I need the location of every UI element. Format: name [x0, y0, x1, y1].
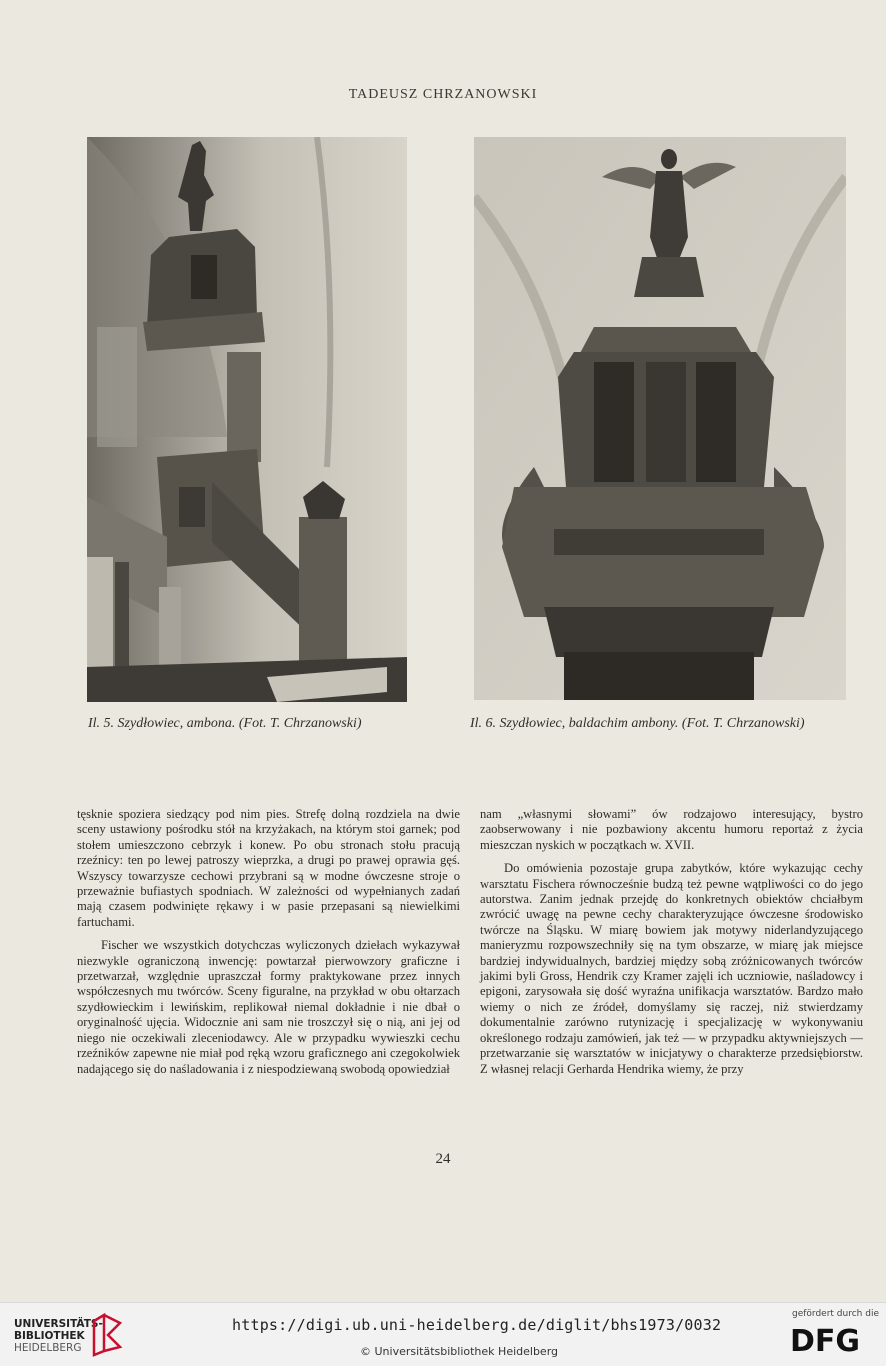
- running-title: TADEUSZ CHRZANOWSKI: [348, 87, 538, 102]
- text-column-right: [480, 807, 863, 1077]
- figure-6-caption: Il. 6. Szydłowiec, baldachim ambony. (Fot. T. Chrzanowski): [470, 716, 805, 731]
- funding-note: gefördert durch die: [792, 1309, 879, 1319]
- page-number: 24: [435, 1151, 451, 1167]
- library-name-line: UNIVERSITÄTS-: [14, 1318, 103, 1330]
- paragraph: Do omówienia pozostaje grupa zabytków, które wykazując cechy warsztatu Fischera równocześnie budzą też pewne wątpliwości co do jego autorstwa. Zanim jednak przejdę do konkretnych obiektów chciałbym zwrócić uwagę na pewne cechy charakteryzujące ówczesne środowisko twórcze na Śląsku. W miarę bowiem jak motywy niderlandyzującego manieryzmu rozpowszechniły się na tym obszarze, w miarę jak miejsce bardziej indywidualnych, bardziej między sobą zróżnicowanych twórców jakimi byli Gross, Hendrik czy Kramer zajęli ich uczniowie, naśladowcy i epigoni, zarysowała się dość wyraźna unifikacja warsztatów. Bardzo mało wiemy o nich ze źródeł, domyślamy się raczej, niż stwierdzamy dokumentalnie zarówno rutynizację i specjalizację w wykonywaniu określonego rodzaju zamówień, jak też — w przypadku aktywniejszych — przetwarzanie się warsztatów w inicjatywy o charakterze przedsiębiorstw. Z własnej relacji Gerharda Hendrika wiemy, że przy: [480, 861, 863, 1076]
- dfg-logo[interactable]: [788, 1323, 872, 1355]
- figure-5-photo: [87, 137, 407, 702]
- text-column-left: [77, 807, 460, 1077]
- permalink-url[interactable]: https://digi.ub.uni-heidelberg.de/diglit/bhs1973/0032: [232, 1316, 722, 1334]
- paragraph: Fischer we wszystkich dotychczas wyliczonych dziełach wykazywał niezwykle ograniczoną inwencję: powtarzał pierwowzory graficzne i przetwarzał, względnie upraszczał formy praktykowane przez innych współczesnych mu twórców. Sceny figuralne, na przykład w obu ołtarzach szydłowieckim i lewińskim, replikował niemal dokładnie i nie dbał o oryginalność ujęcia. Widocznie ani sam nie troszczył się o nią, ani jej od niego nie oczekiwali zleceniodawcy. Ale w przypadku wywieszki cechu rzeźników zapewne nie miał pod ręką wzoru graficznego ani czegokolwiek nadającego się do naśladowania i z niespodziewaną swobodą opowiedział: [77, 938, 460, 1076]
- figure-6-photo: [474, 137, 846, 700]
- library-name-line: HEIDELBERG: [14, 1342, 82, 1354]
- library-name-line: BIBLIOTHEK: [14, 1330, 85, 1342]
- paragraph: nam „własnymi słowami” ów rodzajowo interesujący, bystro zaobserwowany i nie pozbawiony akcentu humoru reportaż z życia mieszczan nyskich w początkach w. XVII.: [480, 807, 863, 852]
- figure-5-caption: Il. 5. Szydłowiec, ambona. (Fot. T. Chrzanowski): [88, 716, 362, 731]
- viewer-footer: [0, 1302, 886, 1366]
- paragraph: tęsknie spoziera siedzący pod nim pies. Strefę dolną rozdziela na dwie sceny ustawiony pośrodku stół na krzyżakach, na którym stoi garnek; pod stołem umieszczono cebrzyk i konew. Po obu stronach stołu pracują rzeźnicy: ten po lewej patroszy wieprzka, a drugi po prawej oprawia gęś. Wszyscy towarzysze cechowi przybrani są w modne ówczesne stroje o przeważnie bufiastych spodniach. W zależności od wypełnianych zadań mają czasem podwinięte rękawy i w pasie przepasani są niewielkimi fartuchami.: [77, 807, 460, 929]
- library-mark-icon: [90, 1311, 124, 1357]
- dfg-logo-text: DFG: [790, 1324, 861, 1355]
- copyright-notice: © Universitätsbibliothek Heidelberg: [360, 1345, 559, 1358]
